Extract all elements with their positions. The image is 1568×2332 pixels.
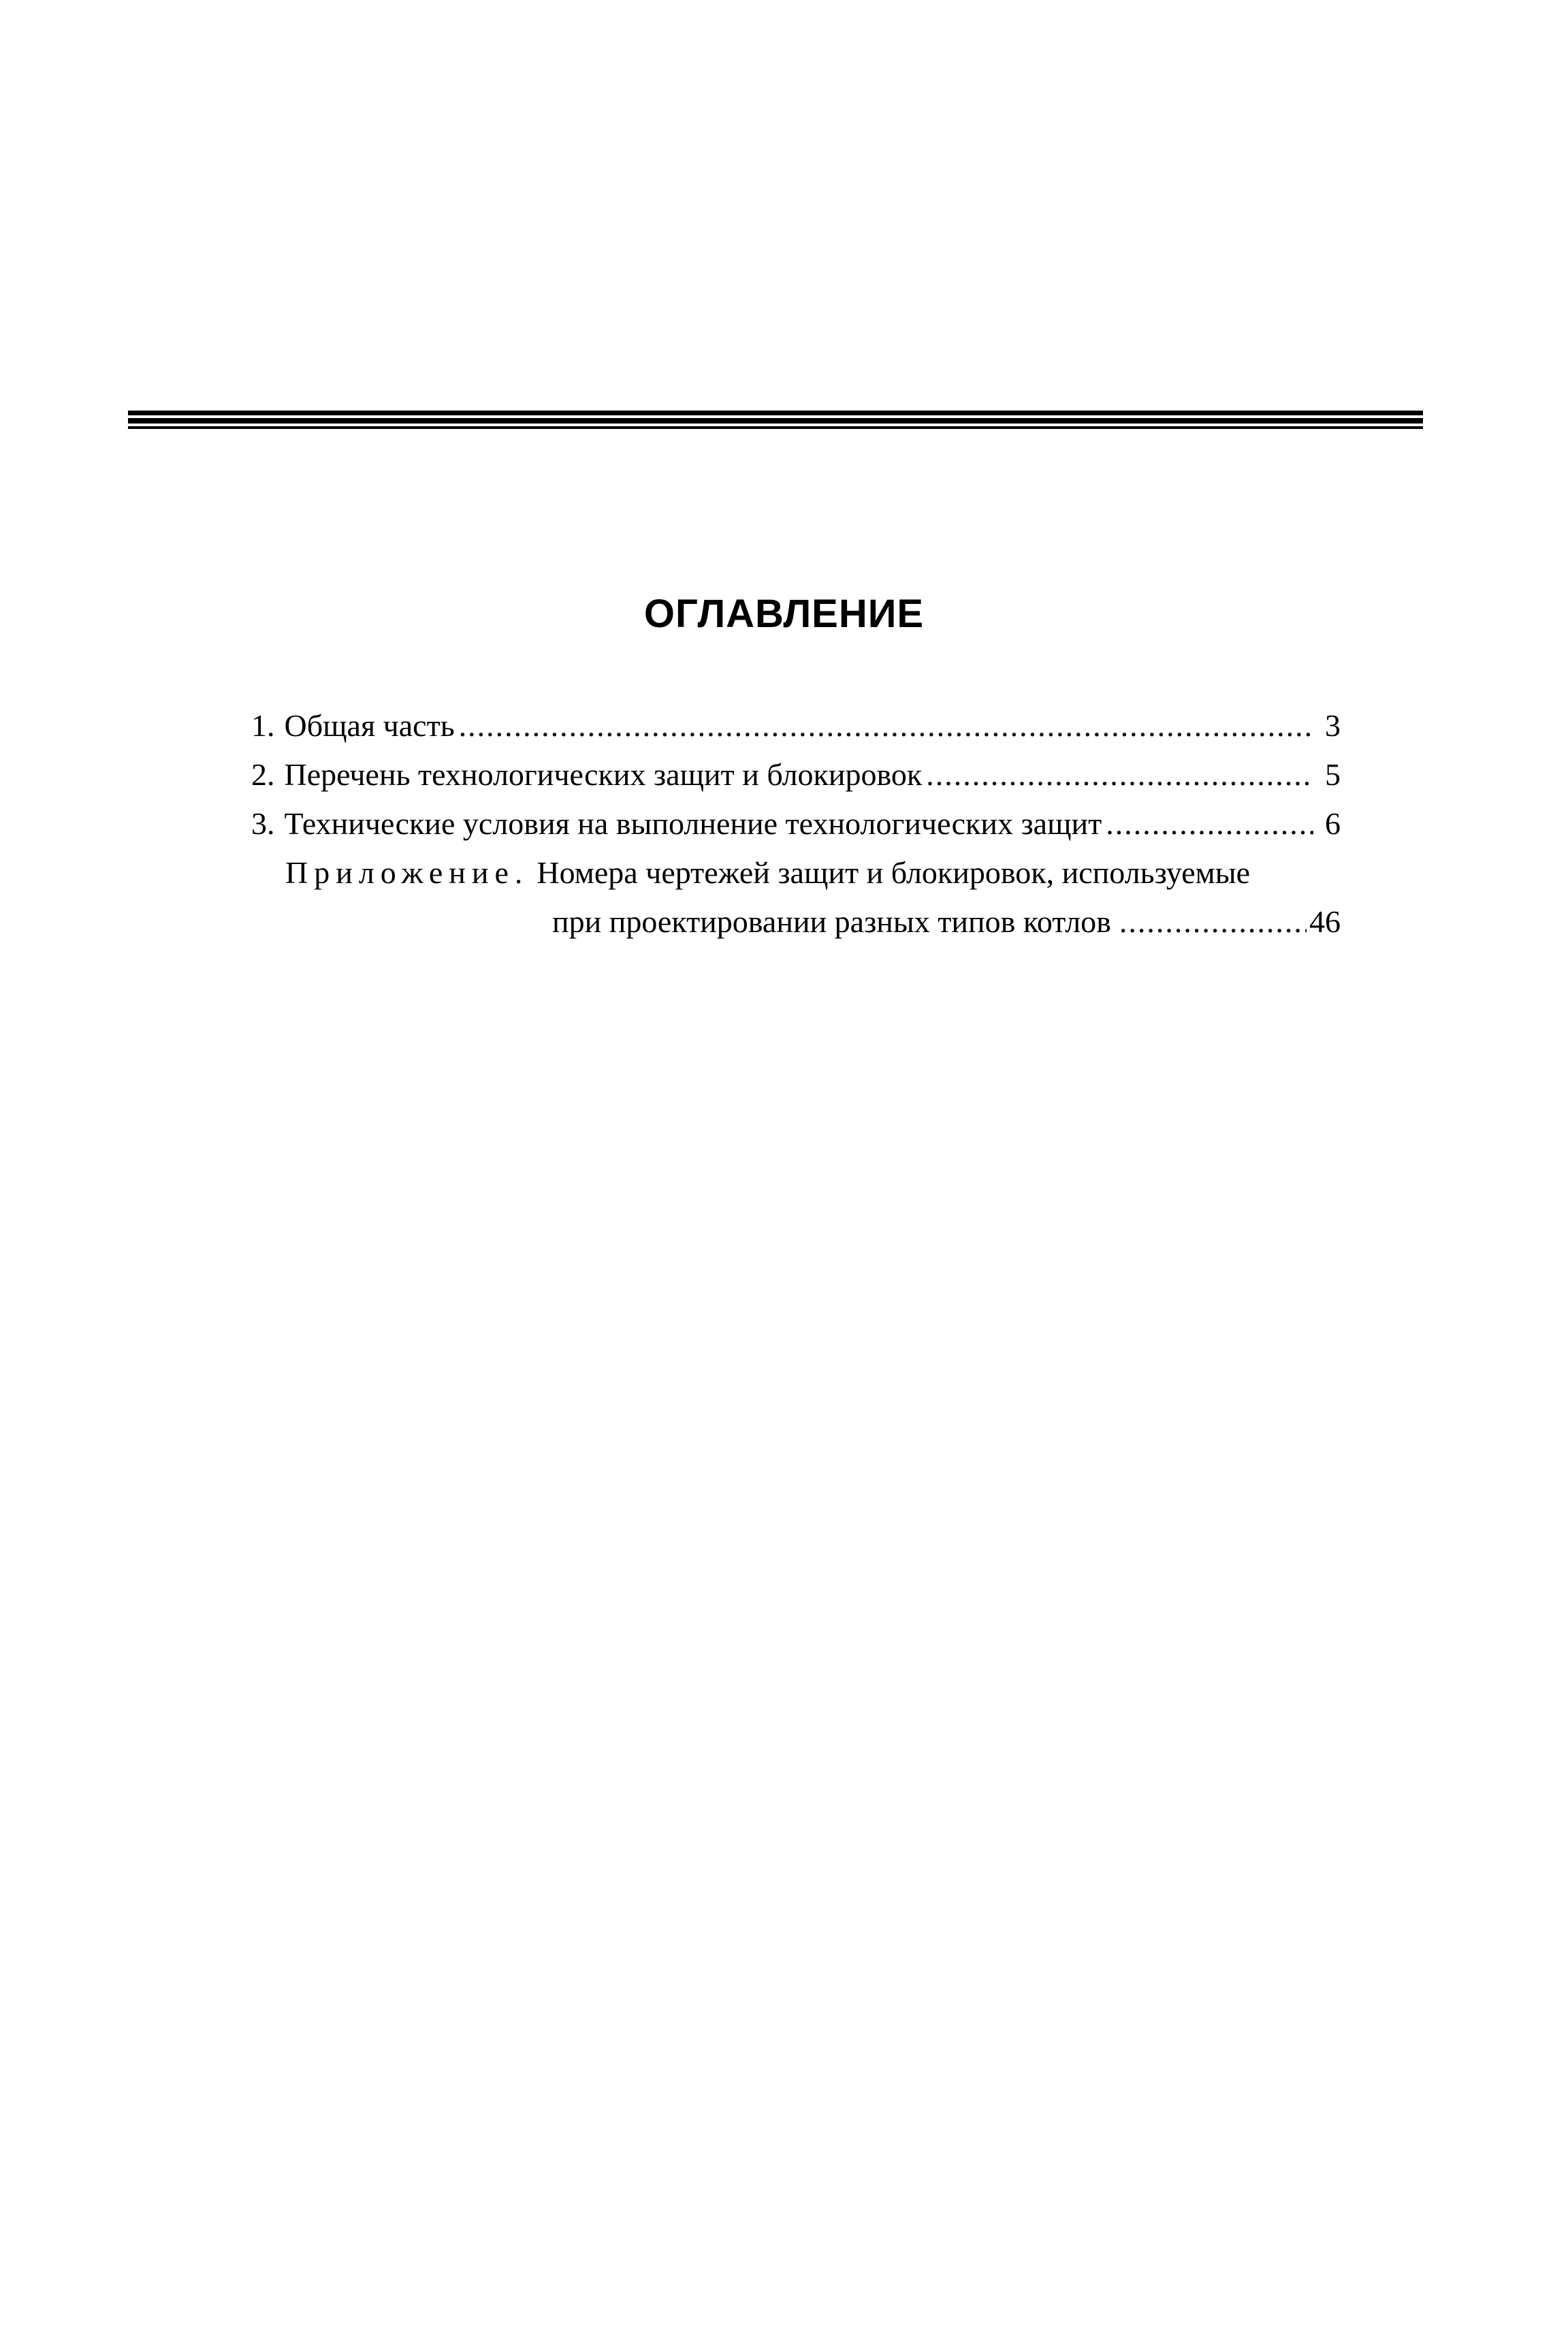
toc-entry-text: Общая часть <box>284 708 455 743</box>
toc-entry-number: 1. <box>251 708 275 743</box>
toc-entry-leader <box>926 750 1313 799</box>
toc-entry-number: 2. <box>251 757 275 792</box>
toc-title: ОГЛАВЛЕНИЕ <box>643 592 925 636</box>
appendix-text-line2: при проектировании разных типов котлов <box>552 904 1111 939</box>
toc-entry-leader <box>1119 897 1307 946</box>
toc-entry[interactable] <box>251 799 1341 848</box>
appendix-text-line1: Номера чертежей защит и блокировок, используемые <box>537 855 1251 890</box>
header-rule-line-middle <box>128 418 1423 424</box>
appendix-label: Приложение. <box>285 855 529 890</box>
toc-appendix-entry[interactable] <box>251 848 1341 897</box>
toc-entry-page: 5 <box>1325 757 1341 792</box>
toc-entry-number: 3. <box>251 806 275 841</box>
toc-entry-leader <box>459 701 1313 750</box>
table-of-contents <box>251 701 1341 946</box>
toc-entry-page: 3 <box>1325 708 1341 743</box>
header-rule <box>128 411 1423 431</box>
toc-entry-text: Перечень технологических защит и блокировок <box>284 757 923 792</box>
header-rule-line-bottom <box>128 426 1423 429</box>
toc-appendix-continuation[interactable] <box>251 897 1341 946</box>
header-rule-line-top <box>128 411 1423 415</box>
toc-entry[interactable] <box>251 701 1341 750</box>
toc-entry-page: 6 <box>1325 806 1341 841</box>
toc-entry-leader <box>1106 799 1313 848</box>
appendix-page: 46 <box>1309 904 1341 939</box>
toc-entry[interactable] <box>251 750 1341 799</box>
toc-entry-text: Технические условия на выполнение технологических защит <box>284 806 1102 841</box>
